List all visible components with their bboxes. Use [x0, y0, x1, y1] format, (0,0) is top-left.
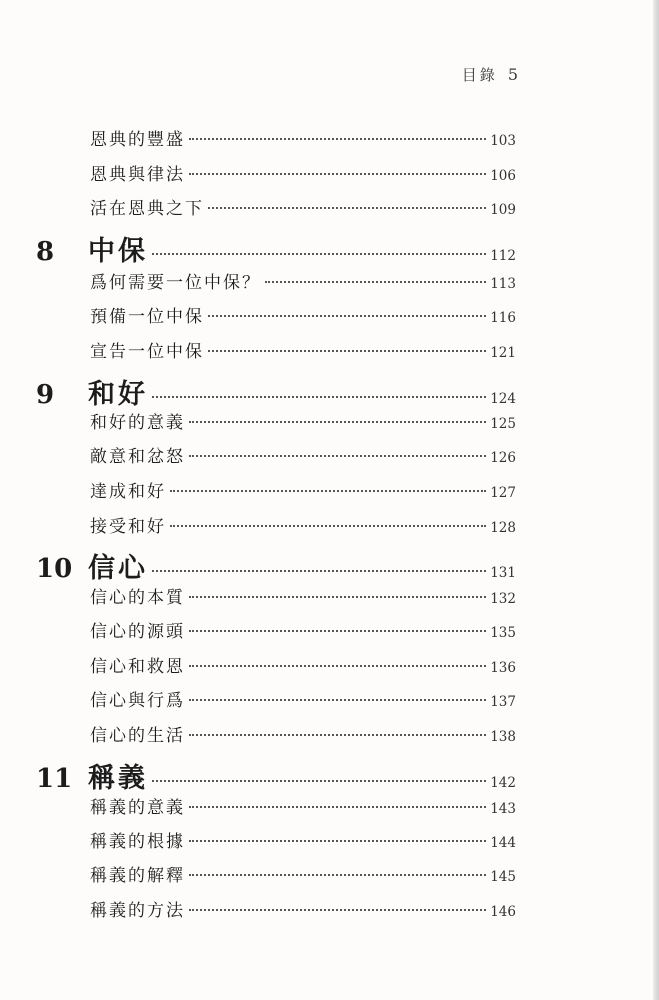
dot-leader [189, 699, 486, 701]
chapter-title: 稱義 [88, 763, 148, 794]
page-number: 135 [490, 625, 516, 641]
dot-leader [189, 138, 486, 140]
page-number: 112 [490, 248, 516, 264]
page-number: 116 [490, 310, 516, 326]
dot-leader [265, 281, 486, 283]
toc-section-row [90, 583, 516, 608]
dot-leader [189, 173, 486, 175]
toc-section-row [90, 512, 516, 537]
section-title: 稱義的解釋 [90, 866, 185, 886]
toc-section-row [90, 194, 516, 219]
toc-section-row [90, 442, 516, 467]
page-number: 143 [490, 801, 516, 817]
section-title: 信心的源頭 [90, 622, 185, 642]
chapter-title: 中保 [88, 236, 148, 267]
dot-leader [208, 207, 486, 209]
header-page-number: 5 [507, 65, 521, 84]
dot-leader [152, 253, 486, 255]
dot-leader [189, 630, 486, 632]
page-number: 124 [490, 391, 516, 407]
page-number: 137 [490, 694, 516, 710]
section-title: 稱義的意義 [90, 798, 185, 818]
chapter-number: 11 [36, 764, 73, 794]
running-header [462, 64, 521, 85]
section-title: 信心的生活 [90, 726, 185, 746]
dot-leader [189, 909, 486, 911]
toc-section-row [90, 686, 516, 711]
page-number: 142 [490, 775, 516, 791]
section-title: 稱義的方法 [90, 901, 185, 921]
page-number: 132 [490, 591, 516, 607]
dot-leader [189, 806, 486, 808]
toc-section-row [90, 896, 516, 921]
section-title: 接受和好 [90, 517, 166, 537]
toc-chapter-row [36, 229, 516, 268]
page-number: 126 [490, 450, 516, 466]
toc-chapter-row [36, 546, 516, 585]
dot-leader [152, 396, 486, 398]
page-number: 145 [490, 869, 516, 885]
section-title: 宣告一位中保 [90, 342, 204, 362]
section-title: 預備一位中保 [90, 307, 204, 327]
toc-section-row [90, 408, 516, 433]
chapter-number: 9 [36, 380, 55, 410]
toc-section-row [90, 125, 516, 150]
page-number: 127 [490, 485, 516, 501]
toc-section-row [90, 721, 516, 746]
toc-section-row [90, 477, 516, 502]
page-number: 144 [490, 835, 516, 851]
toc-section-row [90, 827, 516, 852]
page-number: 125 [490, 416, 516, 432]
toc-section-row [90, 302, 516, 327]
dot-leader [189, 734, 486, 736]
section-title: 恩典與律法 [90, 165, 185, 185]
toc-chapter-row [36, 756, 516, 795]
section-title: 稱義的根據 [90, 832, 185, 852]
dot-leader [152, 570, 486, 572]
section-title: 活在恩典之下 [90, 199, 204, 219]
toc-section-row [90, 793, 516, 818]
section-title: 信心的本質 [90, 588, 185, 608]
dot-leader [189, 455, 486, 457]
dot-leader [170, 490, 486, 492]
toc-section-row [90, 652, 516, 677]
dot-leader [208, 315, 486, 317]
page-number: 121 [490, 345, 516, 361]
chapter-title: 和好 [88, 379, 148, 410]
chapter-title: 信心 [88, 553, 148, 584]
page-number: 136 [490, 660, 516, 676]
dot-leader [170, 525, 486, 527]
toc-section-row [90, 268, 516, 293]
page-number: 106 [490, 168, 516, 184]
section-title: 信心與行爲 [90, 691, 185, 711]
section-title: 信心和救恩 [90, 657, 185, 677]
toc-section-row [90, 861, 516, 886]
section-title: 和好的意義 [90, 413, 185, 433]
dot-leader [189, 421, 486, 423]
dot-leader [189, 840, 486, 842]
chapter-number: 8 [36, 237, 55, 267]
page-number: 128 [490, 520, 516, 536]
header-title: 目錄 [461, 66, 498, 84]
section-title: 敵意和忿怒 [90, 447, 185, 467]
dot-leader [152, 780, 486, 782]
page-number: 138 [490, 729, 516, 745]
page-number: 113 [490, 276, 516, 292]
dot-leader [208, 350, 486, 352]
page-number: 146 [490, 904, 516, 920]
section-title: 恩典的豐盛 [90, 130, 185, 150]
dot-leader [189, 665, 486, 667]
page-number: 131 [490, 565, 516, 581]
page-edge [653, 0, 659, 1000]
section-title: 達成和好 [90, 482, 166, 502]
page-number: 109 [490, 202, 516, 218]
toc-chapter-row [36, 372, 516, 411]
toc-section-row [90, 337, 516, 362]
chapter-number: 10 [36, 554, 73, 584]
toc-section-row [90, 160, 516, 185]
toc-section-row [90, 617, 516, 642]
dot-leader [189, 596, 486, 598]
dot-leader [189, 874, 486, 876]
page-number: 103 [490, 133, 516, 149]
section-title: 爲何需要一位中保？ [90, 273, 261, 293]
